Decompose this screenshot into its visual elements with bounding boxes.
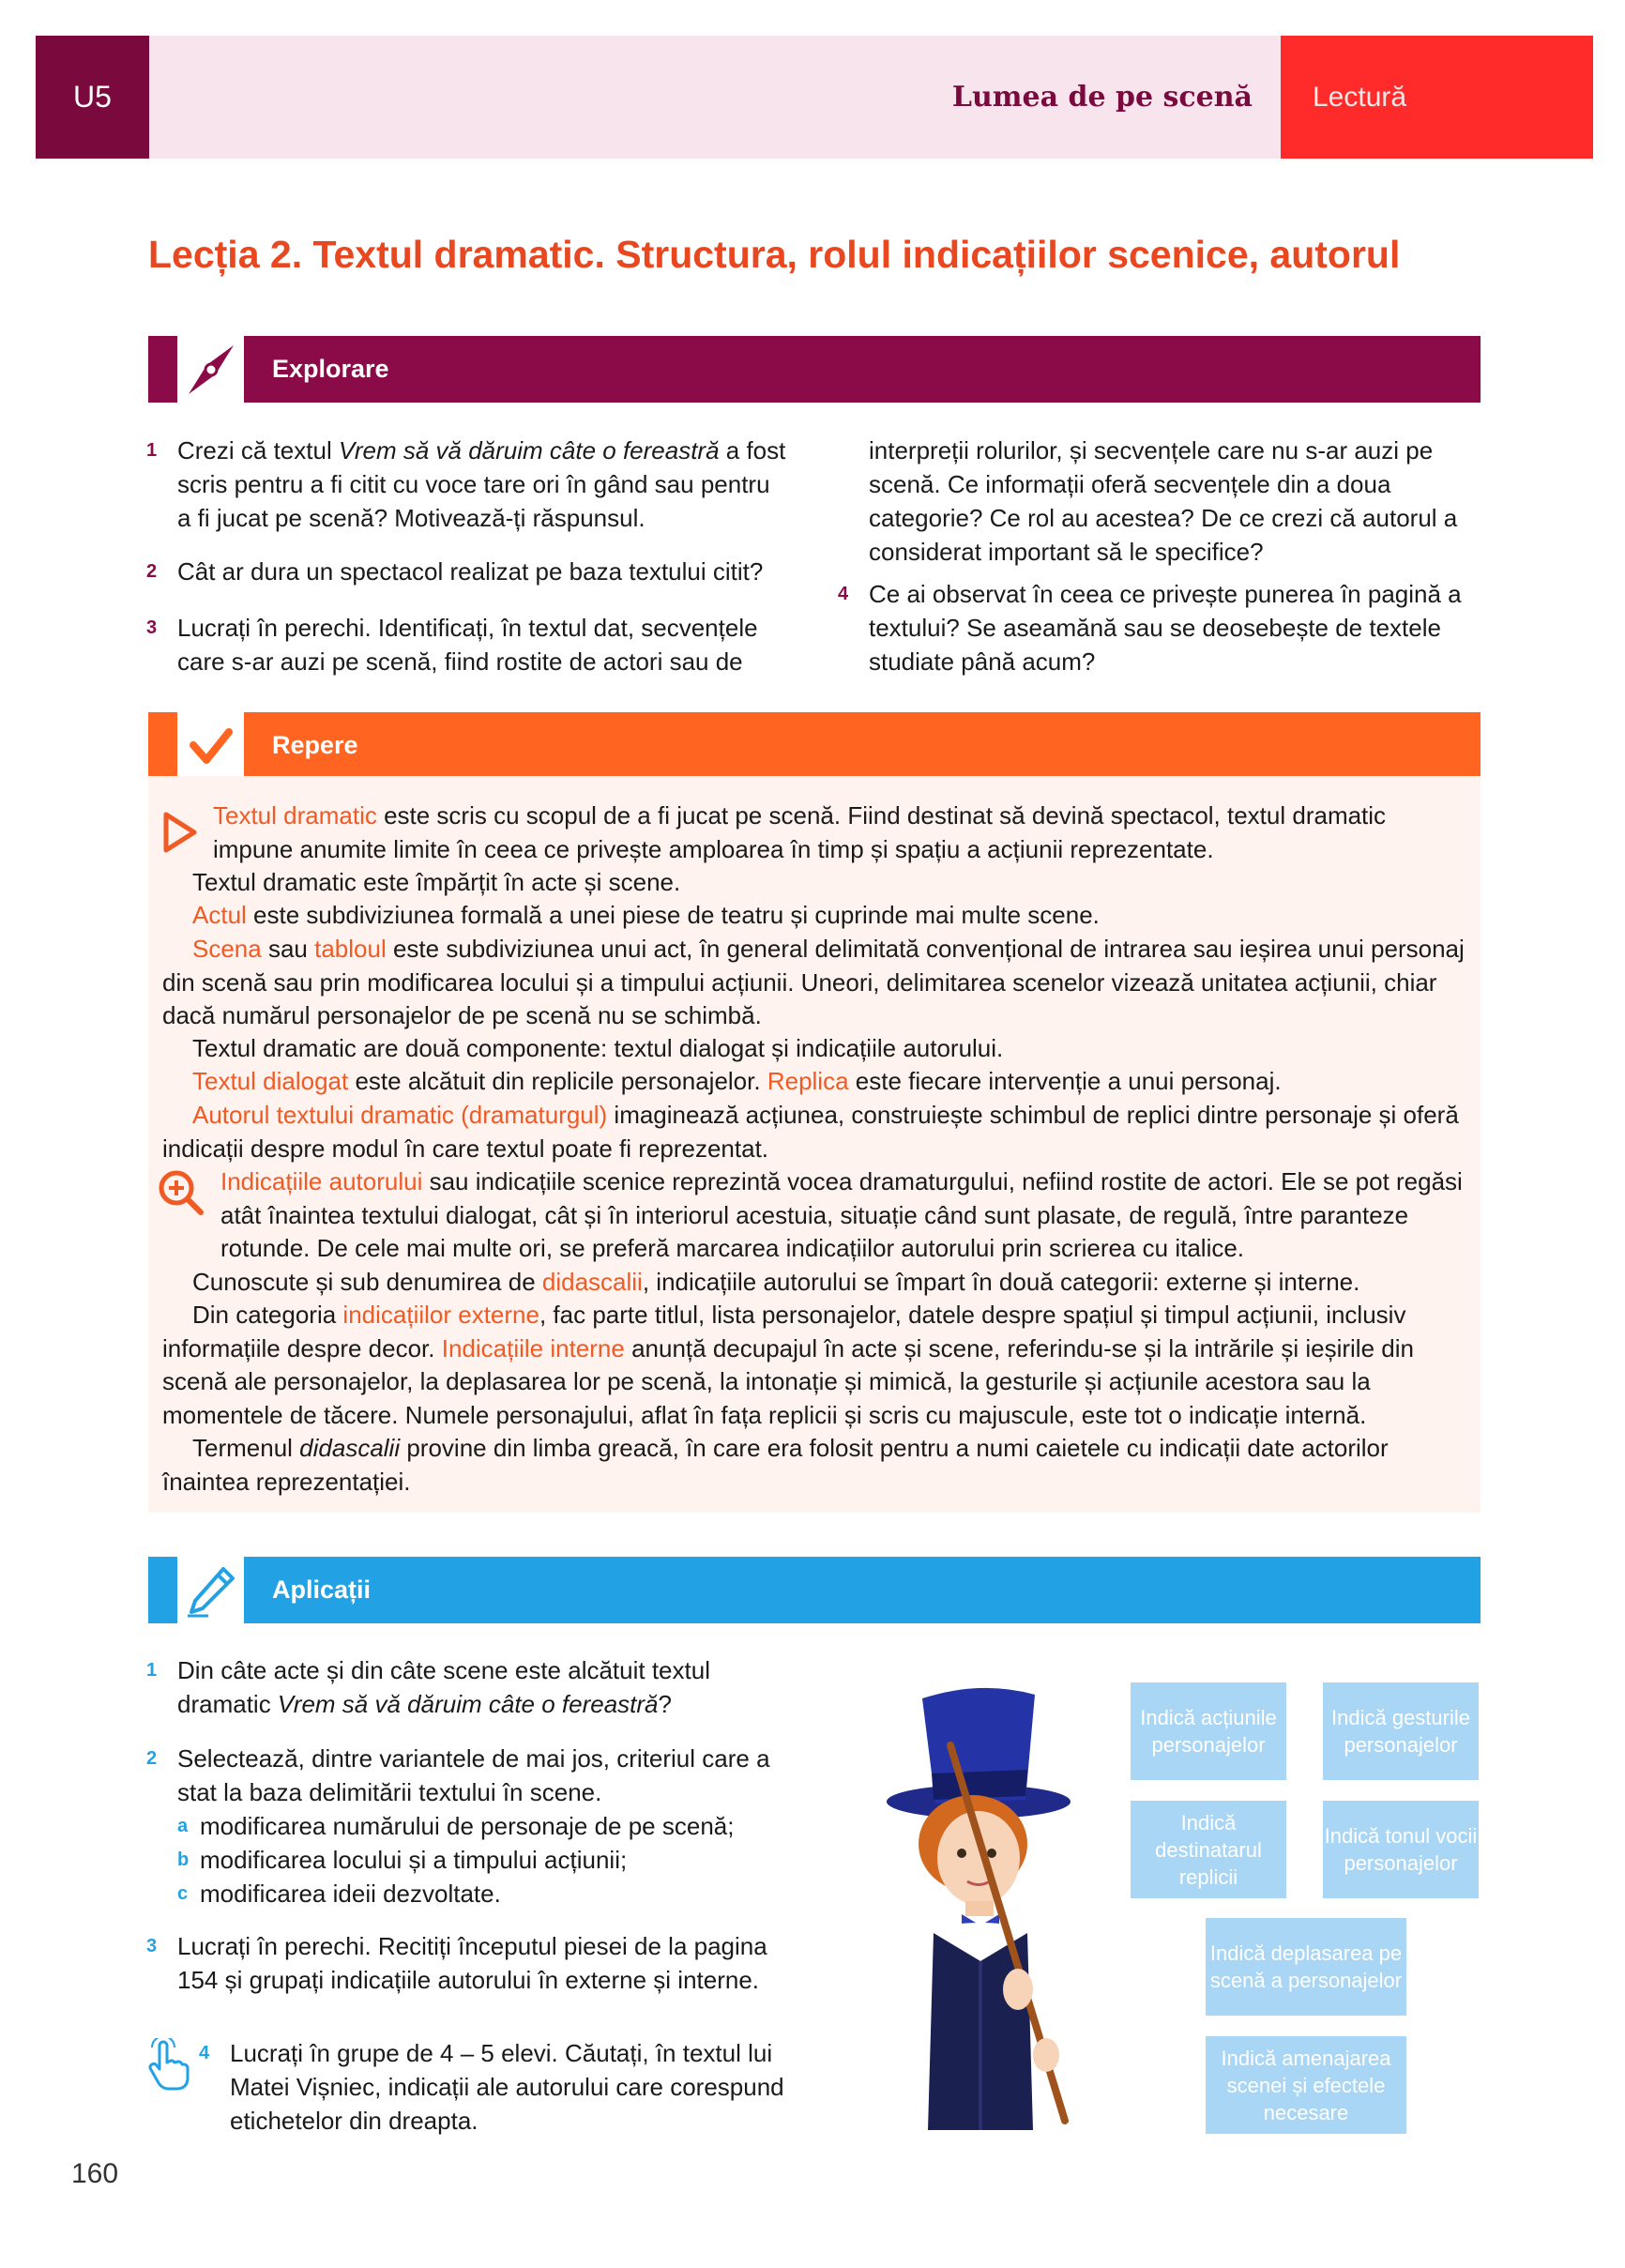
- header-band: [149, 36, 1281, 159]
- unit-badge: U5: [36, 36, 149, 159]
- boy-top-hat-illustration: [868, 1680, 1098, 2130]
- tag-actions: Indică acțiunile personajelor: [1131, 1682, 1286, 1780]
- lesson-title: Lecția 2. Textul dramatic. Structura, rolul indicațiilor scenice, autorul: [148, 233, 1401, 276]
- repere-paragraph-4: Scena sau tabloul este subdiviziunea unui act, în general delimitată convențional de intrarea sau ieșirea unui personaj din scenă sau prin modificarea locului și a timpului acțiunii. Uneori, delimitarea scenelor vizează unitatea acțiunii, chiar dacă numărul personajelor de pe scenă nu se schimbă.: [162, 935, 1465, 1029]
- section-label: Lectură: [1281, 36, 1593, 159]
- repere-paragraph-1: Textul dramatic este scris cu scopul de a fi jucat pe scenă. Fiind destinat să devină spectacol, textul dramatic impune anumite limite în ceea ce privește amploarea în timp și spațiu a acțiunii reprezentate.: [213, 801, 1387, 863]
- repere-paragraph-11: Termenul didascalii provine din limba greacă, în care era folosit pentru a numi caietele cu indicații date actorilor înaintea reprezentației.: [162, 1434, 1389, 1496]
- play-triangle-icon: [161, 811, 199, 859]
- aplicatii-heading: Aplicații: [244, 1557, 1481, 1623]
- repere-paragraph-6: Textul dialogat este alcătuit din replicile personajelor. Replica este fiecare intervenție a unui personaj.: [192, 1067, 1282, 1095]
- tag-scene-setup: Indică amenajarea scenei și efectele necesare: [1206, 2036, 1406, 2134]
- repere-paragraph-10: Din categoria indicațiilor externe, fac parte titlul, lista personajelor, datele despre spațiul și timpul acțiunii, inclusiv informațiile despre decor. Indicațiile interne anunță decupajul în acte și scene, referindu-se și la intrările și ieșirile din scenă ale personajelor, la deplasarea lor pe scenă, la intonație și mimică, la gesturile și acțiunile acestora sau la momentele de tăcere. Numele personajului, aflat în fața replicii și scris cu majuscule, este tot o indicație internă.: [162, 1301, 1414, 1429]
- aplicatii-question-3: 3 Lucrați în perechi. Recitiți începutul piesei de la pagina 154 și grupați indicațiile autorului în externe și interne.: [146, 1932, 767, 1994]
- repere-paragraph-7: Autorul textului dramatic (dramaturgul) imaginează acțiunea, construiește schimbul de replici dintre personaje și oferă indicații despre modul în care textul poate fi reprezentat.: [162, 1101, 1459, 1163]
- touch-hand-icon: [146, 2038, 190, 2095]
- repere-paragraph-5: Textul dramatic are două componente: textul dialogat și indicațiile autorului.: [192, 1034, 1004, 1062]
- compass-icon: [177, 336, 244, 403]
- explorare-question-4: 4 Ce ai observat în ceea ce privește punerea în pagină a textului? Se aseamănă sau se deosebește de textele studiate până acum?: [838, 580, 1462, 676]
- option-a[interactable]: a modificarea numărului de personaje de pe scenă;: [177, 1812, 735, 1840]
- chapter-title: Lumea de pe scenă: [951, 81, 1253, 114]
- aplicatii-question-1: 1 Din câte acte și din câte scene este alcătuit textul dramatic Vrem să vă dăruim câte o fereastră?: [146, 1656, 710, 1718]
- page-header: [36, 36, 1593, 159]
- magnifier-plus-icon: [158, 1169, 205, 1221]
- tag-voice-tone: Indică tonul vocii personajelor: [1323, 1801, 1479, 1898]
- option-b[interactable]: b modificarea locului și a timpului acțiunii;: [177, 1846, 628, 1874]
- repere-bar: [148, 712, 1481, 779]
- page-number: 160: [71, 2158, 119, 2189]
- pencil-icon: [177, 1557, 244, 1623]
- explorare-question-3: 3 Lucrați în perechi. Identificați, în textul dat, secvențele care s-ar auzi pe scenă, fiind rostite de actori sau de: [146, 614, 758, 676]
- aplicatii-question-4: 4 Lucrați în grupe de 4 – 5 elevi. Căutați, în textul lui Matei Vișniec, indicații ale autorului care corespund etichetelor din dreapta.: [199, 2039, 784, 2135]
- aplicatii-bar: [148, 1557, 1481, 1623]
- repere-heading: Repere: [244, 712, 1481, 779]
- tag-gestures: Indică gesturile personajelor: [1323, 1682, 1479, 1780]
- checkmark-icon: [177, 712, 244, 779]
- explorare-question-3-continued: interpreții rolurilor, și secvențele care nu s-ar auzi pe scenă. Ce informații oferă secvențele din a doua categorie? Ce rol au acestea? De ce crezi că autorul a considerat important să le specifice?: [869, 436, 1458, 566]
- explorare-question-1: 1 Crezi că textul Vrem să vă dăruim câte o fereastră a fost scris pentru a fi citit cu voce tare ori în gând sau pentru a fi jucat pe scenă? Motivează-ți răspunsul.: [146, 436, 786, 532]
- explorare-question-2: 2 Cât ar dura un spectacol realizat pe baza textului citit?: [146, 557, 764, 586]
- option-c[interactable]: c modificarea ideii dezvoltate.: [177, 1880, 501, 1908]
- repere-paragraph-3: Actul este subdiviziunea formală a unei piese de teatru și cuprinde mai multe scene.: [192, 901, 1100, 929]
- tag-stage-movement: Indică deplasarea pe scenă a personajelor: [1206, 1918, 1406, 2016]
- tag-recipient: Indică destinatarul replicii: [1131, 1801, 1286, 1898]
- explorare-bar: [148, 336, 1481, 403]
- repere-paragraph-2: Textul dramatic este împărțit în acte și scene.: [192, 868, 681, 896]
- aplicatii-question-2: 2 Selectează, dintre variantele de mai jos, criteriul care a stat la baza delimitării textului în scene. a modificarea numărului de personaje de pe scenă; b modificarea locului și a timpului acțiunii; c modificarea ideii dezvoltate.: [177, 1742, 789, 1910]
- explorare-heading: Explorare: [244, 336, 1481, 403]
- repere-paragraph-8: Indicațiile autorului sau indicațiile scenice reprezintă vocea dramaturgului, nefiind rostite de actori. Ele se pot regăsi atât înaintea textului dialogat, cât și în interiorul acestuia, situație când sunt plasate, de regulă, între paranteze rotunde. De cele mai multe ori, se preferă marcarea indicațiilor autorului prin scrierea cu italice.: [220, 1167, 1463, 1262]
- repere-paragraph-9: Cunoscute și sub denumirea de didascalii, indicațiile autorului se împart în două categorii: externe și interne.: [192, 1268, 1360, 1296]
